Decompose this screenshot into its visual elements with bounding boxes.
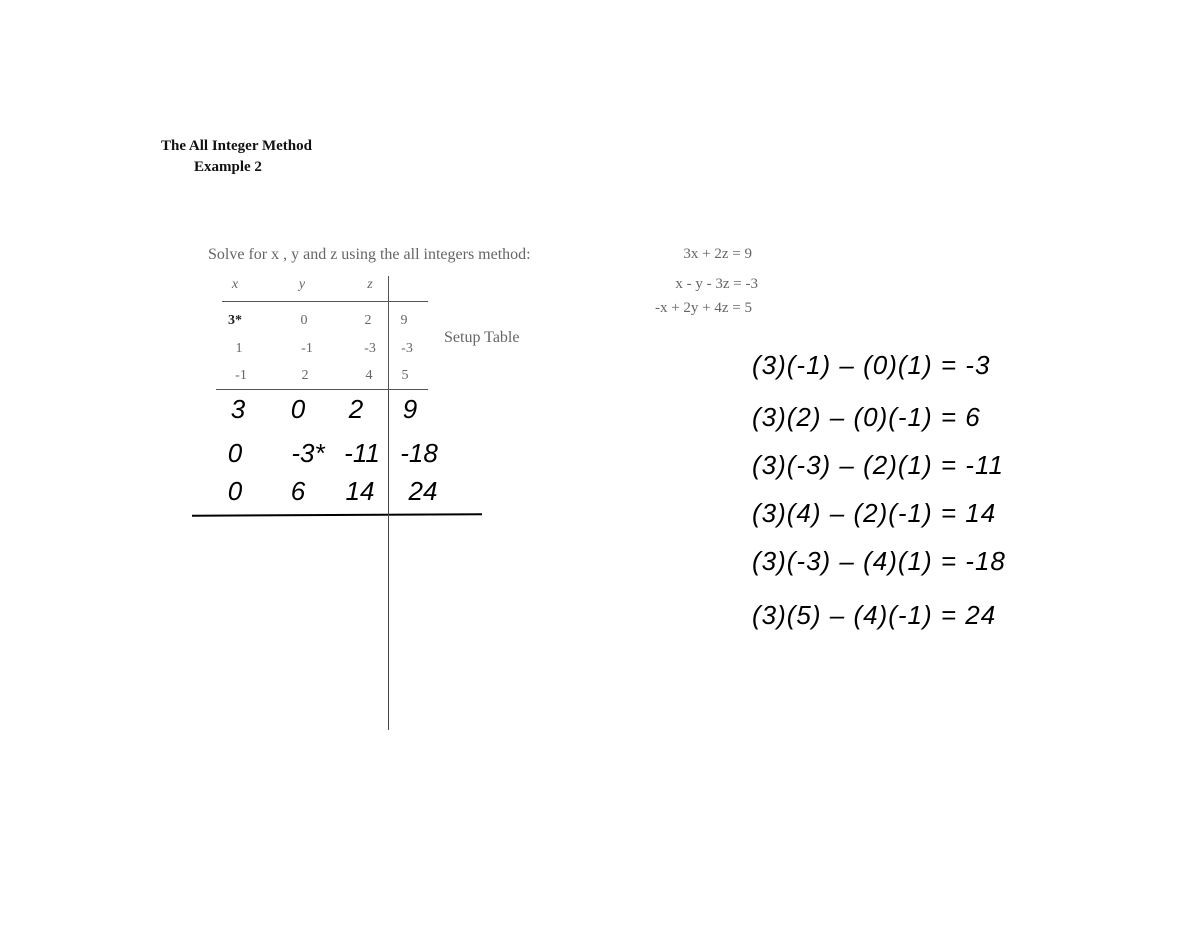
handwritten-cell: 0 <box>227 438 243 468</box>
equation-3: -x + 2y + 4z = 5 <box>654 300 752 316</box>
table-cell: 9 <box>400 313 408 328</box>
table-cell: 5 <box>401 368 409 383</box>
work-line: (3)(4) – (2)(-1) = 14 <box>752 498 997 528</box>
handwritten-horizontal-line <box>192 513 482 517</box>
handwritten-cell: -11 <box>344 438 380 468</box>
handwritten-cell: 3 <box>230 394 246 424</box>
handwritten-cell: -18 <box>400 438 438 468</box>
work-line: (3)(-3) – (4)(1) = -18 <box>752 546 1006 576</box>
table-cell: -3 <box>364 341 376 356</box>
handwritten-cell: 24 <box>408 476 438 506</box>
column-header-x: x <box>231 277 239 292</box>
work-line: (3)(2) – (0)(-1) = 6 <box>752 402 981 432</box>
equation-1: 3x + 2z = 9 <box>683 246 752 262</box>
table-cell: 2 <box>301 368 309 383</box>
handwritten-cell: 2 <box>348 394 364 424</box>
handwritten-cell: 0 <box>290 394 306 424</box>
work-line: (3)(-3) – (2)(1) = -11 <box>752 450 1004 480</box>
table-cell: 4 <box>365 368 373 383</box>
handwritten-cell: -3* <box>291 438 325 468</box>
column-header-y: y <box>298 277 306 292</box>
handwritten-vertical-line <box>388 390 389 730</box>
work-line: (3)(-1) – (0)(1) = -3 <box>752 350 991 380</box>
column-header-z: z <box>367 277 373 292</box>
page-subtitle: Example 2 <box>194 159 262 175</box>
table-cell: -1 <box>301 341 313 356</box>
equation-2: x - y - 3z = -3 <box>675 276 758 292</box>
table-cell: 1 <box>235 341 243 356</box>
handwritten-cell: 9 <box>402 394 418 424</box>
table-cell: -3 <box>401 341 413 356</box>
table-header-divider <box>222 301 428 302</box>
page-title: The All Integer Method <box>161 138 312 154</box>
table-cell: 2 <box>364 313 372 328</box>
problem-prompt: Solve for x , y and z using the all integers method: <box>208 246 531 263</box>
handwritten-cell: 14 <box>345 476 375 506</box>
table-cell: -1 <box>235 368 247 383</box>
handwritten-cell: 6 <box>290 476 306 506</box>
table-bottom-divider <box>216 389 428 390</box>
work-line: (3)(5) – (4)(-1) = 24 <box>752 600 997 630</box>
setup-table-label: Setup Table <box>444 329 520 346</box>
table-cell: 0 <box>300 313 308 328</box>
table-cell: 3* <box>228 313 242 328</box>
handwritten-cell: 0 <box>227 476 243 506</box>
